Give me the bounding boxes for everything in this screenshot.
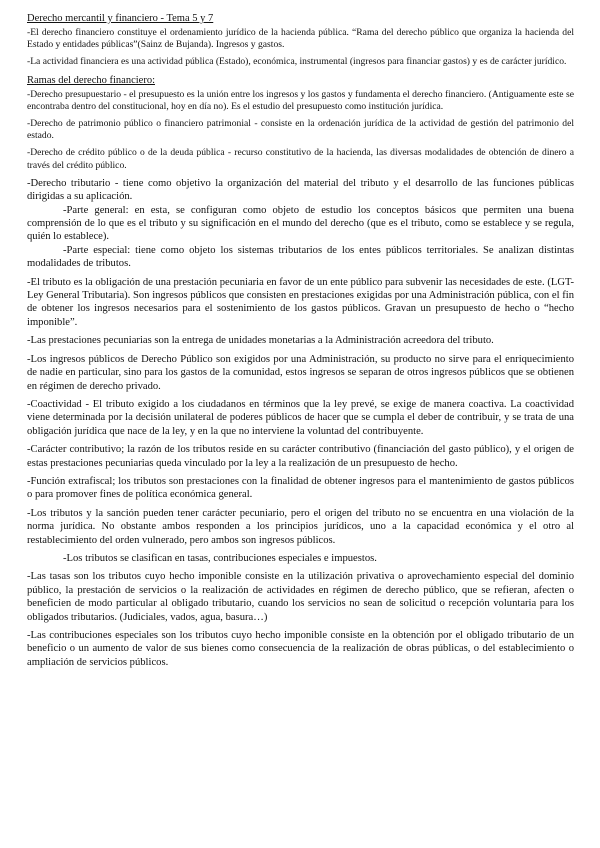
- paragraph-caracter-contributivo: -Carácter contributivo; la razón de los tributos reside en su carácter contributivo (financiación del gasto público), y el origen de estas prestaciones pecuniarias queda vinculado por la ley a la realización de un presupuesto de hecho.: [27, 444, 574, 469]
- paragraph-credito-publico: -Derecho de crédito público o de la deuda pública - recurso constitutivo de la hacienda, las diversas modalidades de obtención de dinero a través del crédito público.: [27, 147, 574, 171]
- paragraph-actividad-financiera: -La actividad financiera es una actividad pública (Estado), económica, instrumental (ingresos para financiar gastos) y es de carácter jurídico.: [27, 56, 567, 68]
- page-title: Derecho mercantil y financiero - Tema 5 y 7: [27, 13, 214, 24]
- paragraph-clasificacion: -Los tributos se clasifican en tasas, contribuciones especiales e impuestos.: [63, 552, 377, 564]
- paragraph-tasas: -Las tasas son los tributos cuyo hecho imponible consiste en la utilización privativa o aprovechamiento especial del dominio público, la prestación de servicios o la realización de actividades en régimen de derecho público, que se refieran, afecten o beneficien de modo particular al obligado tributario, cuando los servicios no sean de solicitud o recepción voluntaria para los obligados tributarios. (Judiciales, vados, agua, basura…): [27, 571, 574, 623]
- paragraph-parte-especial: -Parte especial: tiene como objeto los sistemas tributarios de los entes públicos territoriales. Se analizan distintas modalidades de tributos.: [27, 244, 574, 270]
- paragraph-sancion: -Los tributos y la sanción pueden tener carácter pecuniario, pero el origen del tributo no se encuentra en una violación de la norma jurídica. No obstante ambos responden a los principios jurídicos, uno a la capacidad económica y el otro al restablecimiento del orden vulnerado, pero ambos son ingresos públicos.: [27, 507, 574, 546]
- paragraph-tributario: -Derecho tributario - tiene como objetivo la organización del material del tributo y el desarrollo de las funciones públicas dirigidas a su aplicación.: [27, 177, 574, 203]
- section-heading-ramas: Ramas del derecho financiero:: [27, 74, 155, 86]
- paragraph-derecho-financiero: -El derecho financiero constituye el ordenamiento jurídico de la hacienda pública. “Rama del derecho público que organiza la hacienda del Estado y entidades públicas”(Sainz de Bujanda). Ingresos y gastos.: [27, 27, 574, 51]
- paragraph-patrimonio: -Derecho de patrimonio público o financiero patrimonial - consiste en la ordenación jurídica de la actividad de gestión del patrimonio del estado.: [27, 118, 574, 142]
- paragraph-parte-general: -Parte general: en esta, se configuran como objeto de estudio los conceptos básicos que permiten una buena comprensión de lo que es el tributo y su significación en el mundo del derecho (que es el tributo, como se establece y se regula, quién lo establece).: [27, 204, 574, 243]
- paragraph-funcion-extrafiscal: -Función extrafiscal; los tributos son prestaciones con la finalidad de obtener ingresos para el mantenimiento de gastos públicos o para promover fines de política económica general.: [27, 475, 574, 501]
- paragraph-ingresos-publicos: -Los ingresos públicos de Derecho Público son exigidos por una Administración, su producto no sirve para el enriquecimiento de nadie en particular, sino para los gastos de la comunidad, estos ingresos se separan de otros ingresos públicos que se obtienen en régimen de derecho privado.: [27, 353, 574, 392]
- paragraph-prestaciones: -Las prestaciones pecuniarias son la entrega de unidades monetarias a la Administración acreedora del tributo.: [27, 335, 494, 347]
- paragraph-coactividad: -Coactividad - El tributo exigido a los ciudadanos en términos que la ley prevé, se exige de manera coactiva. La coactividad viene determinada por la decisión unilateral de poderes públicos de hacer que se cumpla el deber de contribuir, y se trata de una obligación jurídica que nace de la ley, y en la que no interviene la voluntad del contribuyente.: [27, 398, 574, 437]
- paragraph-tributo: -El tributo es la obligación de una prestación pecuniaria en favor de un ente público para subvenir las necesidades de este. (LGT- Ley General Tributaria). Son ingresos públicos que consisten en prestaciones exigidas por una Administración pública, con el fin de obtener los ingresos necesarios para el sostenimiento de los gastos públicos. Gravan un presupuesto de hecho o “hecho imponible”.: [27, 276, 574, 328]
- paragraph-contribuciones-especiales: -Las contribuciones especiales son los tributos cuyo hecho imponible consiste en la obtención por el obligado tributario de un beneficio o un aumento de valor de sus bienes como consecuencia de la realización de obras públicas, o del establecimiento o ampliación de servicios públicos.: [27, 630, 574, 668]
- paragraph-presupuestario: -Derecho presupuestario - el presupuesto es la unión entre los ingresos y los gastos y fundamenta el derecho financiero. (Antiguamente este se encontraba dentro del constitucional, hoy en día no). Es el estudio del presupuesto como institución jurídica.: [27, 88, 574, 112]
